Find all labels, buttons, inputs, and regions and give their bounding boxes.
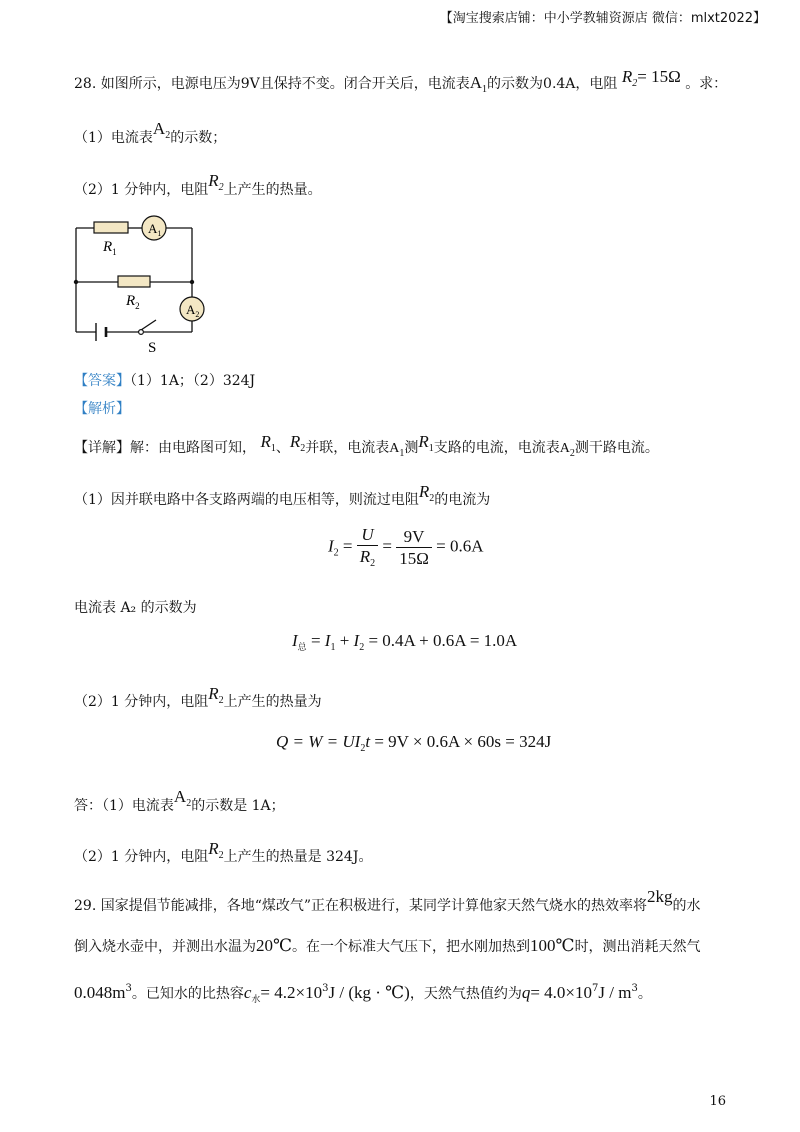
resistor-r2-symbol: $R_2$ bbox=[621, 67, 638, 89]
q28-text: 如图所示，电源电压为9V且保持不变。闭合开关后，电流表 bbox=[100, 76, 470, 92]
detail-line4: （2）1 分钟内，电阻$R_2$上产生的热量为 bbox=[74, 684, 322, 710]
q29-number: 29. bbox=[74, 898, 97, 914]
answer-line bbox=[74, 374, 255, 388]
detail-line2: （1）因并联电路中各支路两端的电压相等，则流过电阻$R_2$的电流为 bbox=[74, 482, 491, 508]
resistor-r2-label: $R_2$ bbox=[126, 293, 140, 311]
q28-text-3: 。求： bbox=[685, 76, 728, 92]
ammeter-a2-label: $A_2$ bbox=[186, 302, 200, 319]
analysis-label: 【解析】 bbox=[74, 401, 130, 417]
resistor-r1-label: $R_1$ bbox=[103, 239, 117, 257]
resistor-r2 bbox=[118, 276, 150, 287]
switch-label: S bbox=[148, 340, 157, 356]
q29-line2: 倒入烧水壶中，并测出水温为20℃。在一个标准大气压下，把水刚加热到100℃时，测出消耗天然气 bbox=[74, 936, 701, 955]
q28-sub1: （1）电流表$A_2$的示数； bbox=[74, 119, 227, 146]
q28-text-2: 的示数为0.4A，电阻 bbox=[487, 76, 618, 92]
q29-line3: $0.048m^3$。已知水的比热容$c_水= 4.2\times 10^3J / (kg$ · ℃)，天然气热值约为$q= 4.0\times 10^7J / m^3$。 bbox=[74, 983, 652, 1005]
header-shop-text: 【淘宝搜索店铺：中小学教辅资源店 微信：mlxt2022】 bbox=[439, 11, 766, 26]
answer-text: （1）1A；（2）324J bbox=[130, 373, 256, 389]
junction-dot bbox=[190, 280, 194, 284]
switch-contact bbox=[139, 330, 144, 335]
final-answer-1: 答：（1）电流表$A_2$的示数是 1A； bbox=[74, 787, 285, 814]
detail-label: 【详解】 bbox=[74, 440, 130, 456]
q28-line1 bbox=[74, 67, 728, 95]
circuit-diagram bbox=[66, 208, 216, 358]
final-answer-2: （2）1 分钟内，电阻$R_2$上产生的热量是 324J。 bbox=[74, 839, 373, 865]
resistor-r2-symbol: $R_2$ bbox=[208, 171, 224, 193]
q29-line1: 29. 国家提倡节能减排，各地“煤改气”正在积极进行，某同学计算他家天然气烧水的热效率将2kg的水 bbox=[74, 887, 701, 914]
ammeter-a1-symbol: $A_1$ bbox=[469, 73, 488, 95]
r2-value: = 15Ω bbox=[637, 67, 681, 86]
q28-number: 28. bbox=[74, 76, 97, 92]
formula-current-i2: $I_2$ = $\frac{U}{R_2}$ = $\frac{9V}{15\Omega}$ = 0.6A bbox=[328, 525, 484, 569]
resistor-r1 bbox=[94, 222, 128, 233]
formula-total-current: $I_总 = I_1 + I_2 = 0.4A + 0.6A = 1.0A$ bbox=[292, 631, 518, 653]
detail-line1: 【详解】解：由电路图可知， $R_1$、$R_2$并联，电流表$A_1$测$R_1$支路的电流，电流表$A_2$测干路电流。 bbox=[74, 432, 659, 459]
page-number: 16 bbox=[709, 1094, 726, 1109]
q28-sub2: （2）1 分钟内，电阻$R_2$上产生的热量。 bbox=[74, 171, 322, 198]
formula-heat: $Q = W = UI_2t = 9V \times 0.6A \times 60s = 324J$ bbox=[276, 732, 552, 754]
ammeter-a1-label: $A_1$ bbox=[148, 221, 162, 238]
answer-label: 【答案】 bbox=[74, 373, 130, 389]
ammeter-a2-symbol: $A_2$ bbox=[152, 119, 171, 141]
detail-line3: 电流表 A₂ 的示数为 bbox=[74, 600, 197, 616]
junction-dot bbox=[74, 280, 78, 284]
